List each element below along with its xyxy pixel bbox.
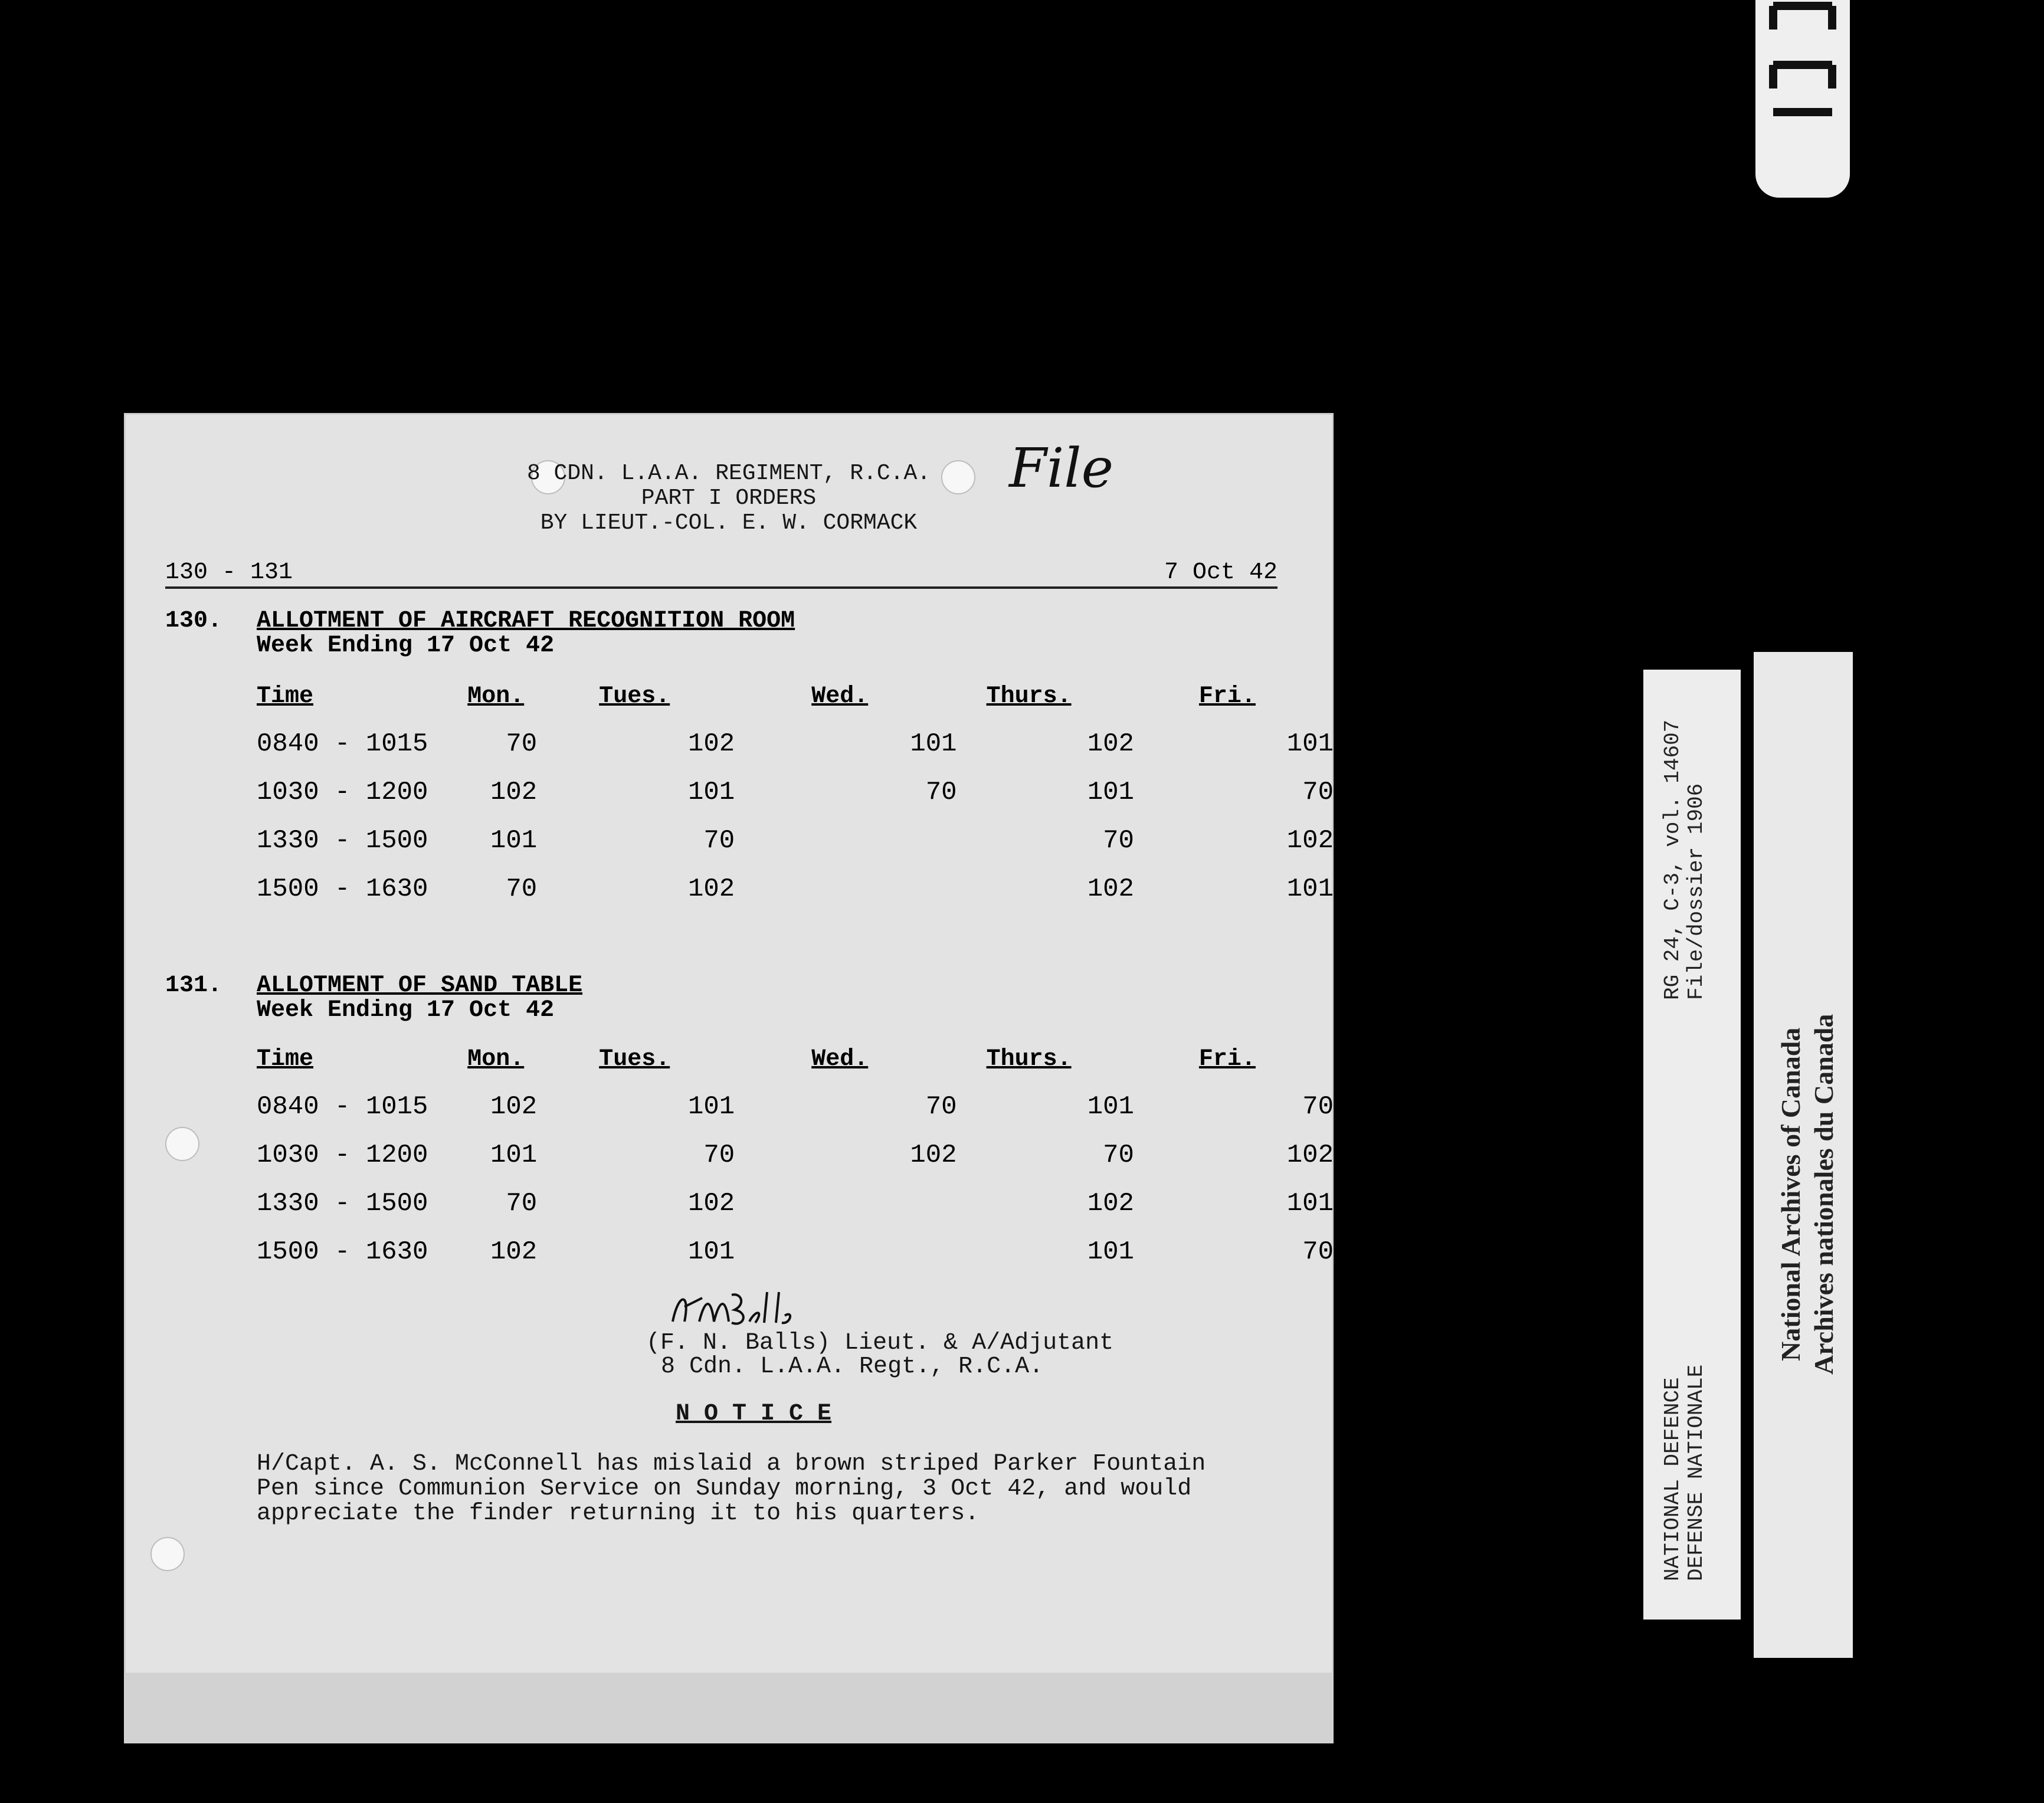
section-130-title: ALLOTMENT OF AIRCRAFT RECOGNITION ROOM xyxy=(257,608,795,634)
signature-line-1: (F. N. Balls) Lieut. & A/Adjutant xyxy=(646,1330,1114,1356)
fri-cell: 70 xyxy=(1302,778,1334,807)
time-cell: 1030 - 1200 xyxy=(257,778,428,807)
page-bottom-margin xyxy=(124,1673,1334,1743)
thurs-cell: 102 xyxy=(1087,874,1134,904)
table-row xyxy=(257,817,1334,865)
reference-line xyxy=(165,559,1278,589)
tues-cell: 101 xyxy=(687,1092,735,1122)
time-cell: 0840 - 1015 xyxy=(257,729,428,759)
archive-dept-line-1: NATIONAL DEFENCE xyxy=(1660,1377,1685,1581)
section-130-subtitle: Week Ending 17 Oct 42 xyxy=(257,632,555,659)
mon-cell: 70 xyxy=(506,874,538,904)
time-cell: 1330 - 1500 xyxy=(257,826,428,855)
section-131-number: 131. xyxy=(165,972,222,999)
wed-cell xyxy=(735,817,957,865)
col-mon: Mon. xyxy=(467,683,525,710)
time-cell: 1500 - 1630 xyxy=(257,874,428,904)
mon-cell: 102 xyxy=(490,778,538,807)
fri-cell: 70 xyxy=(1302,1092,1334,1122)
signature-handwritten xyxy=(667,1286,797,1336)
tues-cell: 101 xyxy=(687,778,735,807)
wed-cell: 102 xyxy=(910,1140,957,1170)
section-131-schedule xyxy=(257,1035,1334,1276)
table-row xyxy=(257,865,1334,913)
tues-cell: 102 xyxy=(687,874,735,904)
time-cell: 1500 - 1630 xyxy=(257,1237,428,1267)
thurs-cell: 101 xyxy=(1087,1092,1134,1122)
wed-cell: 70 xyxy=(925,778,957,807)
wed-cell: 70 xyxy=(925,1092,957,1122)
notice-line-1: H/Capt. A. S. McConnell has mislaid a brown striped Parker Fountain xyxy=(257,1451,1206,1477)
fri-cell: 70 xyxy=(1302,1237,1334,1267)
punch-hole xyxy=(150,1537,185,1571)
section-131-title: ALLOTMENT OF SAND TABLE xyxy=(257,972,583,999)
thurs-cell: 70 xyxy=(1103,1140,1134,1170)
film-tab-marker xyxy=(1755,0,1850,198)
table-row xyxy=(257,1179,1334,1228)
mon-cell: 102 xyxy=(490,1092,538,1122)
col-fri: Fri. xyxy=(1198,683,1256,710)
table-row xyxy=(257,768,1334,817)
table-row xyxy=(257,1083,1334,1131)
archive-dept-line-2: DEFENSE NATIONALE xyxy=(1684,1364,1708,1581)
col-wed: Wed. xyxy=(811,1045,869,1073)
wed-cell: 101 xyxy=(910,729,957,759)
fri-cell: 101 xyxy=(1286,1189,1334,1218)
thurs-cell: 102 xyxy=(1087,1189,1134,1218)
section-130-schedule xyxy=(257,673,1334,913)
punch-hole xyxy=(165,1127,199,1161)
tues-cell: 70 xyxy=(703,1140,735,1170)
wed-cell xyxy=(735,865,957,913)
fri-cell: 102 xyxy=(1286,826,1334,855)
tues-cell: 101 xyxy=(687,1237,735,1267)
notice-title: N O T I C E xyxy=(676,1401,832,1427)
mon-cell: 101 xyxy=(490,1140,538,1170)
header-orders: PART I ORDERS xyxy=(641,486,817,511)
national-archives-line-1: National Archives of Canada xyxy=(1776,1027,1806,1361)
archive-ref-line-2: File/dossier 1906 xyxy=(1684,783,1708,1000)
tues-cell: 102 xyxy=(687,729,735,759)
order-header xyxy=(124,461,1334,536)
tues-cell: 70 xyxy=(703,826,735,855)
wed-cell xyxy=(735,1179,957,1228)
wed-cell xyxy=(735,1228,957,1276)
mon-cell: 70 xyxy=(506,729,538,759)
col-tues: Tues. xyxy=(599,1045,670,1073)
schedule-header-row xyxy=(257,673,1334,720)
archive-reference-label xyxy=(1643,670,1741,1620)
header-unit: 8 CDN. L.A.A. REGIMENT, R.C.A. xyxy=(526,461,931,486)
notice-line-3: appreciate the finder returning it to his quarters. xyxy=(257,1500,980,1527)
signature-scribble xyxy=(667,1286,797,1333)
mon-cell: 101 xyxy=(490,826,538,855)
archive-dept-text xyxy=(1661,1365,1708,1581)
thurs-cell: 102 xyxy=(1087,729,1134,759)
col-tues: Tues. xyxy=(599,683,670,710)
order-numbers: 130 - 131 xyxy=(165,559,293,586)
fri-cell: 101 xyxy=(1286,729,1334,759)
col-thurs: Thurs. xyxy=(986,1045,1072,1073)
document-page xyxy=(124,413,1334,1743)
thurs-cell: 101 xyxy=(1087,1237,1134,1267)
schedule-header-row xyxy=(257,1035,1334,1083)
tues-cell: 102 xyxy=(687,1189,735,1218)
col-thurs: Thurs. xyxy=(986,683,1072,710)
time-cell: 1330 - 1500 xyxy=(257,1189,428,1218)
thurs-cell: 101 xyxy=(1087,778,1134,807)
archive-ref-text xyxy=(1661,720,1708,1000)
thurs-cell: 70 xyxy=(1103,826,1134,855)
tab-marker-glyph xyxy=(1755,0,1850,165)
handwritten-file-note: File xyxy=(1009,437,1114,500)
table-row xyxy=(257,720,1334,768)
national-archives-line-2: Archives nationales du Canada xyxy=(1809,1014,1839,1375)
col-mon: Mon. xyxy=(467,1045,525,1073)
col-wed: Wed. xyxy=(811,683,869,710)
order-date: 7 Oct 42 xyxy=(1164,559,1278,586)
archive-ref-line-1: RG 24, C-3, vol. 14607 xyxy=(1660,719,1685,1000)
fri-cell: 102 xyxy=(1286,1140,1334,1170)
fri-cell: 101 xyxy=(1286,874,1334,904)
time-cell: 1030 - 1200 xyxy=(257,1140,428,1170)
mon-cell: 70 xyxy=(506,1189,538,1218)
time-cell: 0840 - 1015 xyxy=(257,1092,428,1122)
section-131-subtitle: Week Ending 17 Oct 42 xyxy=(257,997,555,1024)
col-time: Time xyxy=(257,683,314,710)
national-archives-text xyxy=(1774,1014,1840,1375)
signature-line-2: 8 Cdn. L.A.A. Regt., R.C.A. xyxy=(661,1353,1044,1380)
col-time: Time xyxy=(257,1045,314,1073)
notice-line-2: Pen since Communion Service on Sunday morning, 3 Oct 42, and would xyxy=(257,1476,1192,1502)
table-row xyxy=(257,1228,1334,1276)
col-fri: Fri. xyxy=(1198,1045,1256,1073)
national-archives-label xyxy=(1754,652,1853,1658)
table-row xyxy=(257,1131,1334,1179)
header-commander: BY LIEUT.-COL. E. W. CORMACK xyxy=(540,510,918,536)
mon-cell: 102 xyxy=(490,1237,538,1267)
section-130-number: 130. xyxy=(165,608,222,634)
